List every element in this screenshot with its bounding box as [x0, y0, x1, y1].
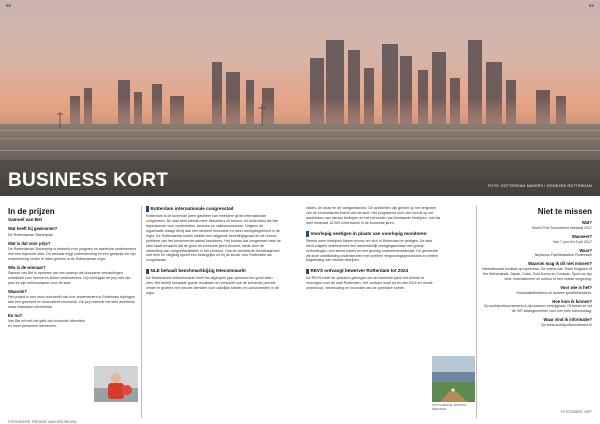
section-bar-icon [306, 269, 309, 275]
photo-credit: FOTO: ROTTERDAM MAKERS / GEWEZEN ROTTERDAM [487, 184, 592, 188]
article-body: Rotterdam is de komende jaren gastheer van meerdere grote internationale congressen. De stad trekt steeds meer bezoekers uit binnen- en buitenland die hier bijeenkomen voor conferenties, beurzen en vakevenementen. Volgens de organisatie draagt dit bij aan een sterkere economie en meer werkgelegenheid in de regio. De Rotterdamse hotels melden een stijgende bezettingsgraad en de horeca profiteert van het toenemende aantal bezoekers. Het bureau dat congressen naar de stad haalt verwacht dat de groei de komende jaren doorzet, mede door de uitbreiding van congresfaciliteiten in het centrum. Ook de verbeterde bereikbaarheid met trein en vliegtuig speelt een belangrijke rol bij de keuze voor Rotterdam als congresstad. [146, 213, 281, 263]
article-area [0, 196, 600, 424]
sidebar-niet-te-missen [480, 206, 592, 330]
article-revs [306, 268, 441, 291]
column-divider [476, 206, 477, 418]
section-bar-icon [146, 269, 149, 275]
skyline-illustration [0, 0, 600, 196]
article-congresstad [146, 206, 281, 263]
sidebar-answer: Samuel van Bel is oprichter van een startup dat duurzame verpakkingen ontwikkelt voor horeca en kleine ondernemers. Hij overtuigde de jury met zijn plan en zijn enthousiasme voor de stad. [8, 271, 131, 285]
photo-caption: FOTOGRAFIE: PATRICK MEINSEN [432, 403, 467, 411]
sidebar-question: Voor wie is het? [560, 284, 592, 290]
sidebar-question: Waarom mag ik dit niet missen? [528, 261, 592, 267]
article-column-2 [306, 206, 441, 296]
sidebar-answer: Het project is een mooi voorbeeld van hoe ondernemers in Rotterdam bijdragen aan een groenere en innovatieve economie. De jury noemde het idee ambitieus maar realistisch uitvoerbaar. [8, 295, 135, 310]
sidebar-question: Wat is dat voor prijs? [8, 240, 51, 246]
column-divider [141, 206, 142, 418]
sidebar-in-de-prijzen [8, 206, 138, 424]
sidebar-answer: Internationaal honkbal op topniveau. De teams van Team Kingdom of the Netherlands, Japan, Cuba, Zuid-Korea en Curaçao. Sport op zijn best, entertainment en cultuur in een unieke omgeving. [481, 267, 592, 281]
sidebar-question: En nu? [8, 313, 23, 319]
sidebar-question: Wat? [581, 220, 592, 226]
article-column-1 [146, 206, 281, 301]
sidebar-question: Hoe kom ik binnen? [552, 298, 592, 304]
article-telecom [146, 268, 281, 296]
sidebar-caption: FOTOGRAFIE: WPT [560, 410, 592, 414]
sidebar-answer: Neptunus Familiestadion Rotterdam [534, 253, 592, 258]
sidebar-answer: De Rotterdamse Starterprijs. [8, 232, 54, 237]
sidebar-subheading: Samuel van Bel [8, 217, 42, 223]
article-body: De Nederlandse telecommarkt heeft het afgelopen jaar opnieuw een groei laten zien. Het bedrijf behaalde goede resultaten en verwacht ook de komende periode verder te groeien met nieuwe diensten voor zakelijke klanten en consumenten in de regio. [146, 276, 279, 296]
sidebar-answer: Op www.worldporttournament.nl [540, 323, 592, 328]
winner-photo [94, 366, 138, 402]
article-vestigen [306, 231, 441, 264]
article-continued [306, 206, 441, 226]
sidebar-answer: Honkballiefhebbers en andere sportliefhebbers. [516, 290, 592, 295]
article-title: REVS ontvangt bewerver Rotterdam tot 2024 [310, 268, 409, 274]
sidebar-answer: Van 7 juni t/m 9 juli 2017 [552, 239, 592, 244]
sidebar-question: Wat heeft hij gewonnen? [8, 226, 58, 232]
article-title: NLE behaalt benchmarkbijzig telecommarkt [150, 268, 246, 274]
sidebar-answer: De Rotterdamse Starterprijs is bedoeld voor jongeren en startende ondernemers met een bijzonder idee. De winnaar krijgt ondersteuning en een geldprijs om zijn onderneming verder te laten groeien in de Rotterdamse regio. [8, 246, 137, 261]
sidebar-heading: Niet te missen [537, 207, 592, 216]
section-bar-icon [146, 206, 149, 212]
article-body: zaken, de bouw en de vastgoedsector. De activiteiten zijn gericht op het vergroten van de economische kracht van de stad. Het programma richt zich vooral op het aantrekken van nieuwe bedrijven en het behouden van bestaande bedrijven, met als doel minimaal 15.000 extra banen in de komende jaren. [306, 206, 441, 225]
sidebar-answer: Van Bel wil met het geld zijn productie uitbreiden en meer personeel aannemen. [8, 319, 86, 329]
article-body: Steeds meer bedrijven kiezen ervoor om zich in Rotterdam te vestigen. De stad biedt volgens ondernemers een aantrekkelijk vestigingsklimaat met goede verbindingen, een sterke haven en een gunstig ondernemersklimaat. De gemeente wil deze ontwikkeling ondersteunen met snellere vergunningsprocedures en betere begeleiding van nieuwe bedrijven. [306, 238, 438, 263]
hero-photo [0, 0, 600, 196]
article-title: Voorlopig vestigen in plaats van voorlopig monitoren [310, 230, 427, 236]
page-title: BUSINESS KORT [8, 170, 169, 191]
sidebar-question: Waarom? [8, 288, 27, 294]
sidebar-question: Wanneer? [571, 233, 592, 239]
article-title: Rotterdam internationale congresstad [150, 206, 234, 211]
sidebar-answer: Op worldporttournament.nl zijn kaarten verkrijgbaar. Of bestel ze via de VIP-arrangementen voor een hele toernooidag. [483, 304, 592, 314]
sidebar-question: Wie is de winnaar? [8, 264, 46, 270]
article-body: De REVS heeft de opdracht gekregen om de komende jaren het beheer te verzorgen voor de stad Rotterdam. Het contract loopt tot en met 2024 en omvat onderhoud, vernieuwing en innovatie van de openbare ruimte. [306, 276, 433, 291]
sidebar-question: Waar? [579, 247, 592, 253]
page-number-left: 60 [6, 3, 12, 8]
sidebar-question: Waar vind ik informatie? [543, 317, 592, 323]
sidebar-caption: FOTOGRAFIE: FREDDIE VAN DEN HEUVEL [8, 420, 78, 424]
page-number-right: 61 [588, 3, 594, 8]
sidebar-answer: World Port Tournament Honkbal 2017 [532, 225, 592, 230]
section-bar-icon [306, 231, 309, 237]
sidebar-heading: In de prijzen [8, 207, 55, 216]
baseball-photo [432, 356, 475, 402]
